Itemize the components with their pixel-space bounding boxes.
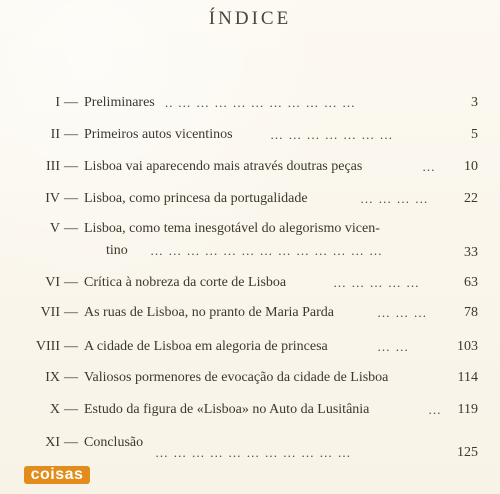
toc-entry [0, 305, 500, 329]
chapter-number: VI [45, 275, 60, 290]
chapter-number: I [55, 95, 60, 110]
chapter-title: Primeiros autos vicentinos [84, 127, 233, 142]
leader-dots: .. … … … … … … … … … … [165, 95, 356, 110]
page-number: 10 [464, 159, 478, 174]
page-number: 63 [464, 275, 478, 290]
page-number: 3 [471, 95, 478, 110]
leader-dots: … … [377, 339, 410, 354]
chapter-title: Lisboa, como princesa da portugalidade [84, 191, 308, 206]
toc-entry [0, 191, 500, 215]
chapter-title: A cidade de Lisboa em alegoria de princesa [84, 339, 328, 354]
leader-dots: … … … [377, 305, 428, 320]
leader-dots: … … … … … [333, 275, 420, 290]
entry-dash: — [64, 95, 78, 110]
entry-dash: — [64, 370, 78, 385]
entry-dash: — [64, 435, 78, 450]
leader-dots: … … … … … … … [270, 127, 394, 142]
chapter-number: IV [45, 191, 60, 206]
leader-dots: … … … … … … … … … … … [155, 445, 352, 460]
entry-dash: — [64, 339, 78, 354]
chapter-number: II [50, 127, 60, 142]
entry-dash: — [64, 402, 78, 417]
chapter-number: VIII [35, 339, 60, 354]
page-number: 5 [471, 127, 478, 142]
leader-dots: … … … … [360, 191, 429, 206]
entry-dash: — [64, 191, 78, 206]
toc-entry [0, 339, 500, 363]
leader-dots: … … … … … … … … … … … … … [150, 243, 383, 258]
toc-entry [0, 127, 500, 151]
chapter-title: Crítica à nobreza da corte de Lisboa [84, 275, 287, 290]
chapter-number: V [49, 221, 60, 236]
chapter-title: Estudo da figura de «Lisboa» no Auto da Lusitânia [84, 402, 370, 417]
chapter-number: III [46, 159, 60, 174]
toc-entry [0, 402, 500, 426]
page-number: 119 [457, 402, 478, 417]
chapter-number: X [49, 402, 60, 417]
chapter-title: Lisboa, como tema inesgotável do alegorismo vicen- [84, 221, 380, 236]
chapter-title: Conclusão [84, 435, 144, 450]
chapter-title: As ruas de Lisboa, no pranto de Maria Parda [84, 305, 334, 320]
chapter-title: Valiosos pormenores de evocação da cidade de Lisboa [84, 370, 389, 385]
entry-dash: — [64, 159, 78, 174]
page-number: 78 [464, 305, 478, 320]
leader-dots: … [422, 159, 436, 174]
toc-entry [0, 221, 500, 269]
entry-dash: — [64, 127, 78, 142]
page-number: 114 [457, 370, 478, 385]
chapter-title-continuation: tino [106, 243, 128, 258]
toc-entry [0, 275, 500, 299]
watermark-logo: coisas [24, 466, 90, 484]
page-number: 22 [464, 191, 478, 206]
chapter-title: Preliminares [84, 95, 155, 110]
page-number: 125 [457, 445, 478, 460]
leader-dots: … [428, 402, 442, 417]
chapter-number: VII [40, 305, 60, 320]
chapter-title: Lisboa vai aparecendo mais através doutras peças [84, 159, 363, 174]
entry-dash: — [64, 305, 78, 320]
toc-entry [0, 435, 500, 459]
page-number: 103 [457, 339, 478, 354]
entry-dash: — [64, 221, 78, 236]
toc-entry [0, 370, 500, 394]
chapter-number: IX [45, 370, 60, 385]
toc-entry [0, 159, 500, 183]
toc-entry [0, 95, 500, 119]
page-title: ÍNDICE [208, 8, 292, 29]
chapter-number: XI [45, 435, 60, 450]
page-number: 33 [464, 245, 478, 260]
entry-dash: — [64, 275, 78, 290]
